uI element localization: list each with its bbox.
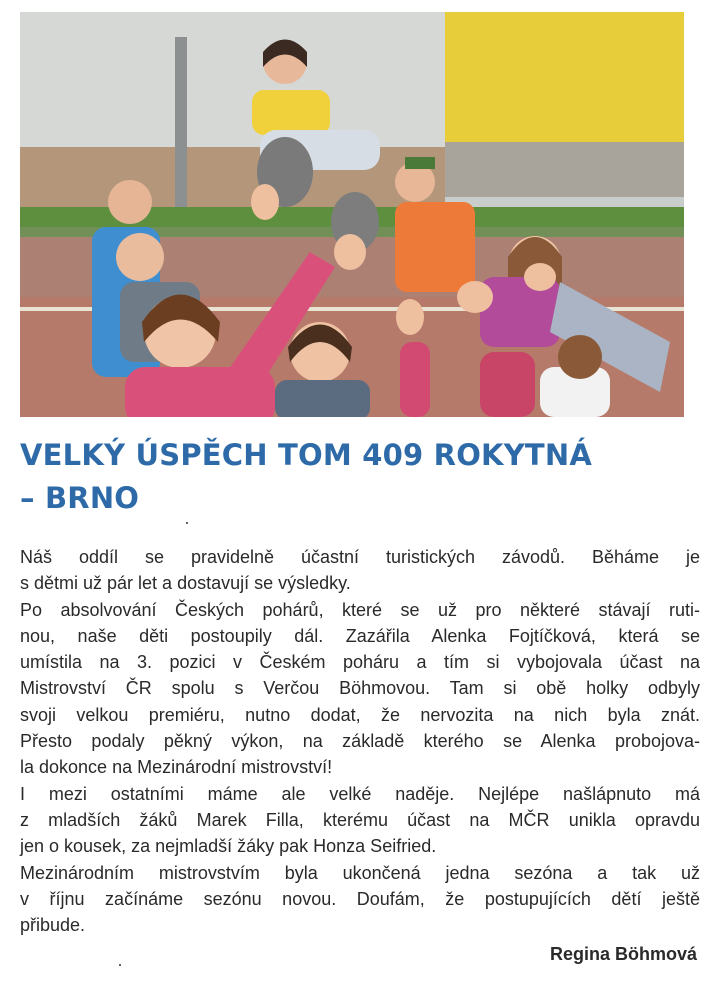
article-title-line-1: VELKÝ ÚSPĚCH TOM 409 ROKYTNÁ	[20, 438, 593, 472]
article-title-line-2: – BRNO	[20, 481, 140, 515]
body-line: la dokonce na Mezinárodní mistrovství!	[20, 757, 333, 778]
body-line: přibude.	[20, 915, 86, 936]
body-line: Přesto podaly pěkný výkon, na základě kterého se Alenka probojova-	[20, 731, 700, 752]
body-line: Po absolvování Českých pohárů, které se už pro některé stávají ruti-	[20, 599, 700, 620]
body-line: svoji velkou premiéru, nutno dodat, že nervozita na nich byla znát.	[20, 704, 700, 725]
body-line: Mezinárodním mistrovstvím byla ukončená jedna sezóna a tak už	[20, 862, 700, 883]
body-line: Mistrovství ČR spolu s Verčou Böhmovou. Tam si obě holky odbyly	[20, 678, 700, 699]
body-line: z mladších žáků Marek Filla, kterému účast na MČR unikla opravdu	[20, 809, 700, 830]
body-line: s dětmi už pár let a dostavují se výsledky.	[20, 573, 351, 594]
scan-dot	[119, 964, 121, 966]
body-line: umístila na 3. pozici v Českém poháru a tím si vybojovala účast na	[20, 652, 700, 673]
article-title	[20, 434, 690, 520]
article-author: Regina Böhmová	[549, 944, 697, 964]
body-line: v říjnu začínáme sezónu novou. Doufám, že postupujících dětí ještě	[20, 888, 700, 909]
body-line: jen o kousek, za nejmladší žáky pak Honza Seifried.	[20, 836, 437, 857]
group-photo-icon	[20, 12, 684, 417]
article-photo	[20, 12, 684, 417]
scan-dot	[186, 522, 188, 524]
body-line: nou, naše děti postoupily dál. Zazářila Alenka Fojtíčková, která se	[20, 625, 700, 646]
article-body	[20, 544, 700, 938]
body-line: Náš oddíl se pravidelně účastní turistických závodů. Běháme je	[20, 547, 700, 567]
body-line: I mezi ostatními máme ale velké naděje. Nejlépe našlápnuto má	[20, 783, 700, 804]
